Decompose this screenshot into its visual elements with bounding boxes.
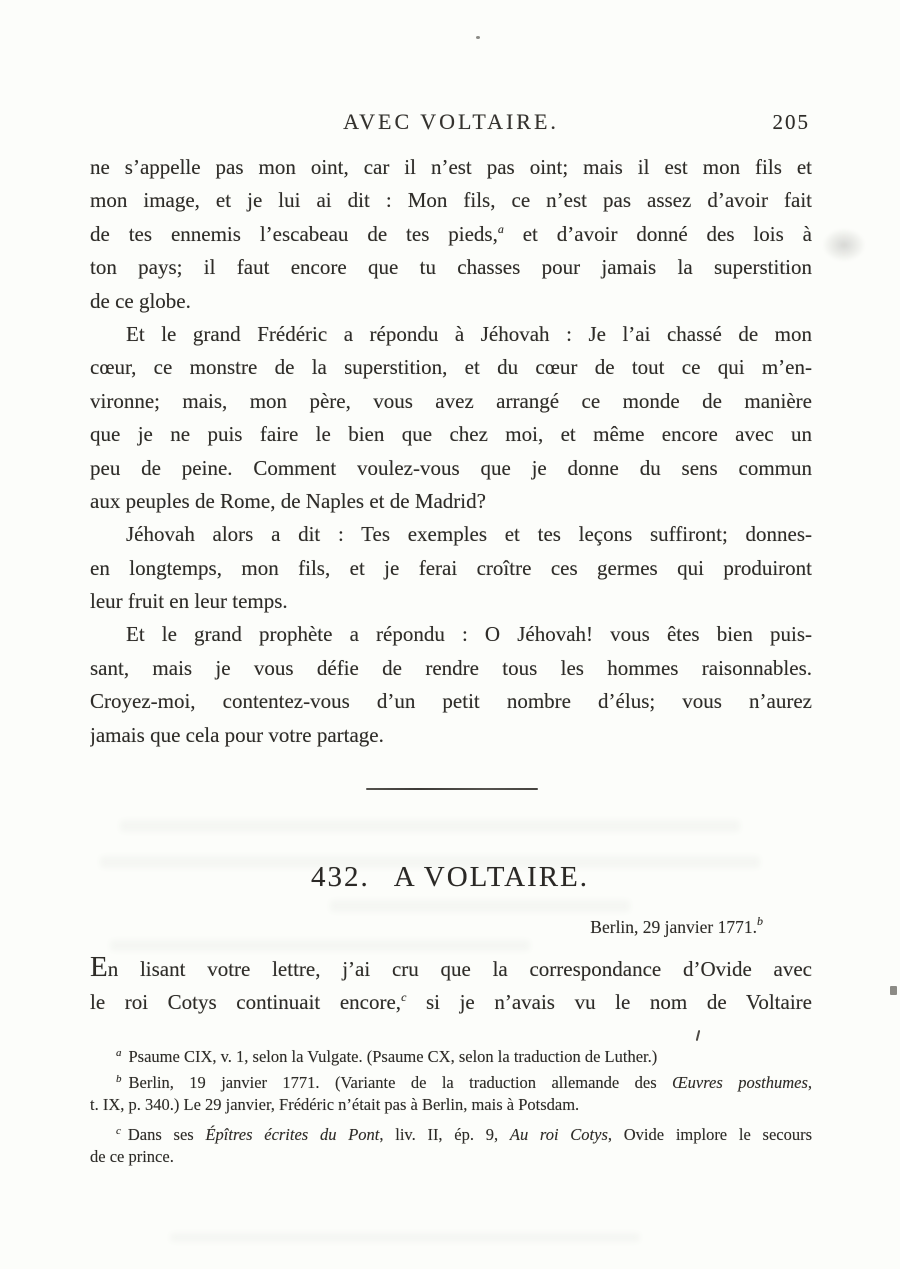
page-number: 205 — [772, 110, 810, 134]
text-segment: Psaume CIX, v. 1, selon la Vulgate. (Psaume CX, selon la traduction de Luther.) — [128, 1047, 658, 1066]
footnote-ref-b: b — [757, 914, 763, 928]
text-line: que je ne puis faire le bien que chez moi, et même encore avec un — [90, 422, 812, 447]
text-line: en longtemps, mon fils, et je ferai croître ces germes qui produiront — [90, 555, 812, 580]
text-line: Et le grand Frédéric a répondu à Jéhovah : Je l’ai chassé de mon — [126, 321, 812, 346]
text-line: jamais que cela pour votre partage. — [90, 722, 384, 747]
footnote-line: t. IX, p. 340.) Le 29 janvier, Frédéric n’était pas à Berlin, mais à Potsdam. — [90, 1095, 580, 1114]
text-line: aux peuples de Rome, de Naples et de Madrid? — [90, 488, 486, 513]
text-line: sant, mais je vous défie de rendre tous les hommes raisonnables. — [90, 655, 812, 680]
footnote-line — [90, 1118, 812, 1144]
footnote-c — [90, 1118, 812, 1170]
footnote-ref-c: c — [401, 990, 407, 1005]
running-header — [90, 109, 812, 139]
footnote-marker: c — [116, 1125, 121, 1137]
footnote-line — [90, 1066, 812, 1092]
text-line: mon image, et je lui ai dit : Mon fils, ce n’est pas assez d’avoir fait — [90, 188, 812, 213]
bleedthrough-ghost — [170, 1233, 640, 1242]
text-line: cœur, ce monstre de la superstition, et du cœur de tout ce qui m’en- — [90, 355, 812, 380]
bleedthrough-ghost — [110, 940, 530, 951]
italic-title: Épîtres écrites du Pont — [205, 1125, 380, 1144]
body-paragraph-1 — [90, 151, 812, 318]
text-line: de ce globe. — [90, 288, 191, 313]
text-segment: n lisant votre lettre, j’ai cru que la correspondance d’Ovide avec — [107, 957, 812, 981]
body-paragraph-3 — [90, 518, 812, 618]
running-header-title: AVEC VOLTAIRE. — [343, 109, 559, 134]
letter-number: 432. — [310, 861, 370, 893]
text-line: ne s’appelle pas mon oint, car il n’est pas oint; mais il est mon fils et — [90, 155, 812, 179]
scan-smudge — [822, 228, 866, 262]
italic-title: Œuvres posthumes — [672, 1073, 808, 1092]
text-line: Croyez-moi, contentez-vous d’un petit nombre d’élus; vous n’aurez — [90, 689, 812, 714]
dateline — [590, 914, 763, 938]
bleedthrough-ghost — [330, 900, 630, 912]
letter-heading — [0, 861, 900, 894]
text-segment: le roi Cotys continuait encore, — [90, 990, 402, 1015]
text-line: Et le grand prophète a répondu : O Jéhovah! vous êtes bien puis- — [126, 622, 812, 647]
text-line: leur fruit en leur temps. — [90, 589, 288, 614]
text-segment: Dans ses — [127, 1125, 206, 1144]
footnote-ref-a: a — [497, 221, 504, 236]
footnote-b — [90, 1066, 812, 1118]
body-paragraph-4 — [90, 618, 812, 752]
text-line: vironne; mais, mon père, vous avez arrangé ce monde de manière — [90, 388, 812, 413]
text-segment: et d’avoir donné des lois à — [503, 221, 812, 246]
drop-cap-initial: E — [90, 953, 108, 983]
letter-title: A VOLTAIRE. — [393, 861, 590, 893]
footnote-marker: b — [116, 1073, 122, 1085]
text-segment: , Ovide implore le secours — [607, 1125, 812, 1144]
footnote-line: de ce prince. — [90, 1147, 174, 1166]
section-divider — [366, 788, 538, 790]
text-segment: , liv. II, ép. 9, — [379, 1125, 510, 1144]
footnotes — [90, 1040, 812, 1170]
main-text — [90, 151, 812, 752]
text-segment: si je n’avais vu le nom de Voltaire — [406, 990, 812, 1015]
footnote-marker: a — [116, 1047, 122, 1059]
text-line: Jéhovah alors a dit : Tes exemples et tes leçons suffiront; donnes- — [126, 522, 812, 547]
footnote-a — [90, 1040, 812, 1066]
ink-speck — [476, 36, 480, 39]
text-segment: de tes ennemis l’escabeau de tes pieds, — [90, 221, 498, 246]
italic-title: Au roi Cotys — [509, 1125, 608, 1144]
text-line — [90, 986, 812, 1019]
text-line — [90, 953, 812, 986]
text-segment: , — [807, 1073, 812, 1092]
text-segment: Berlin, 19 janvier 1771. (Variante de la traduction allemande des — [128, 1073, 673, 1092]
body-paragraph-2 — [90, 318, 812, 518]
footnote-line — [90, 1040, 812, 1066]
dateline-text: Berlin, 29 janvier 1771. — [590, 917, 757, 937]
text-line: ton pays; il faut encore que tu chasses pour jamais la superstition — [90, 255, 812, 280]
letter-opening — [90, 953, 812, 1020]
text-line: peu de peine. Comment voulez-vous que je donne du sens commun — [90, 455, 812, 480]
text-line — [90, 218, 812, 251]
bleedthrough-ghost — [120, 820, 740, 832]
ink-speck — [890, 986, 897, 995]
